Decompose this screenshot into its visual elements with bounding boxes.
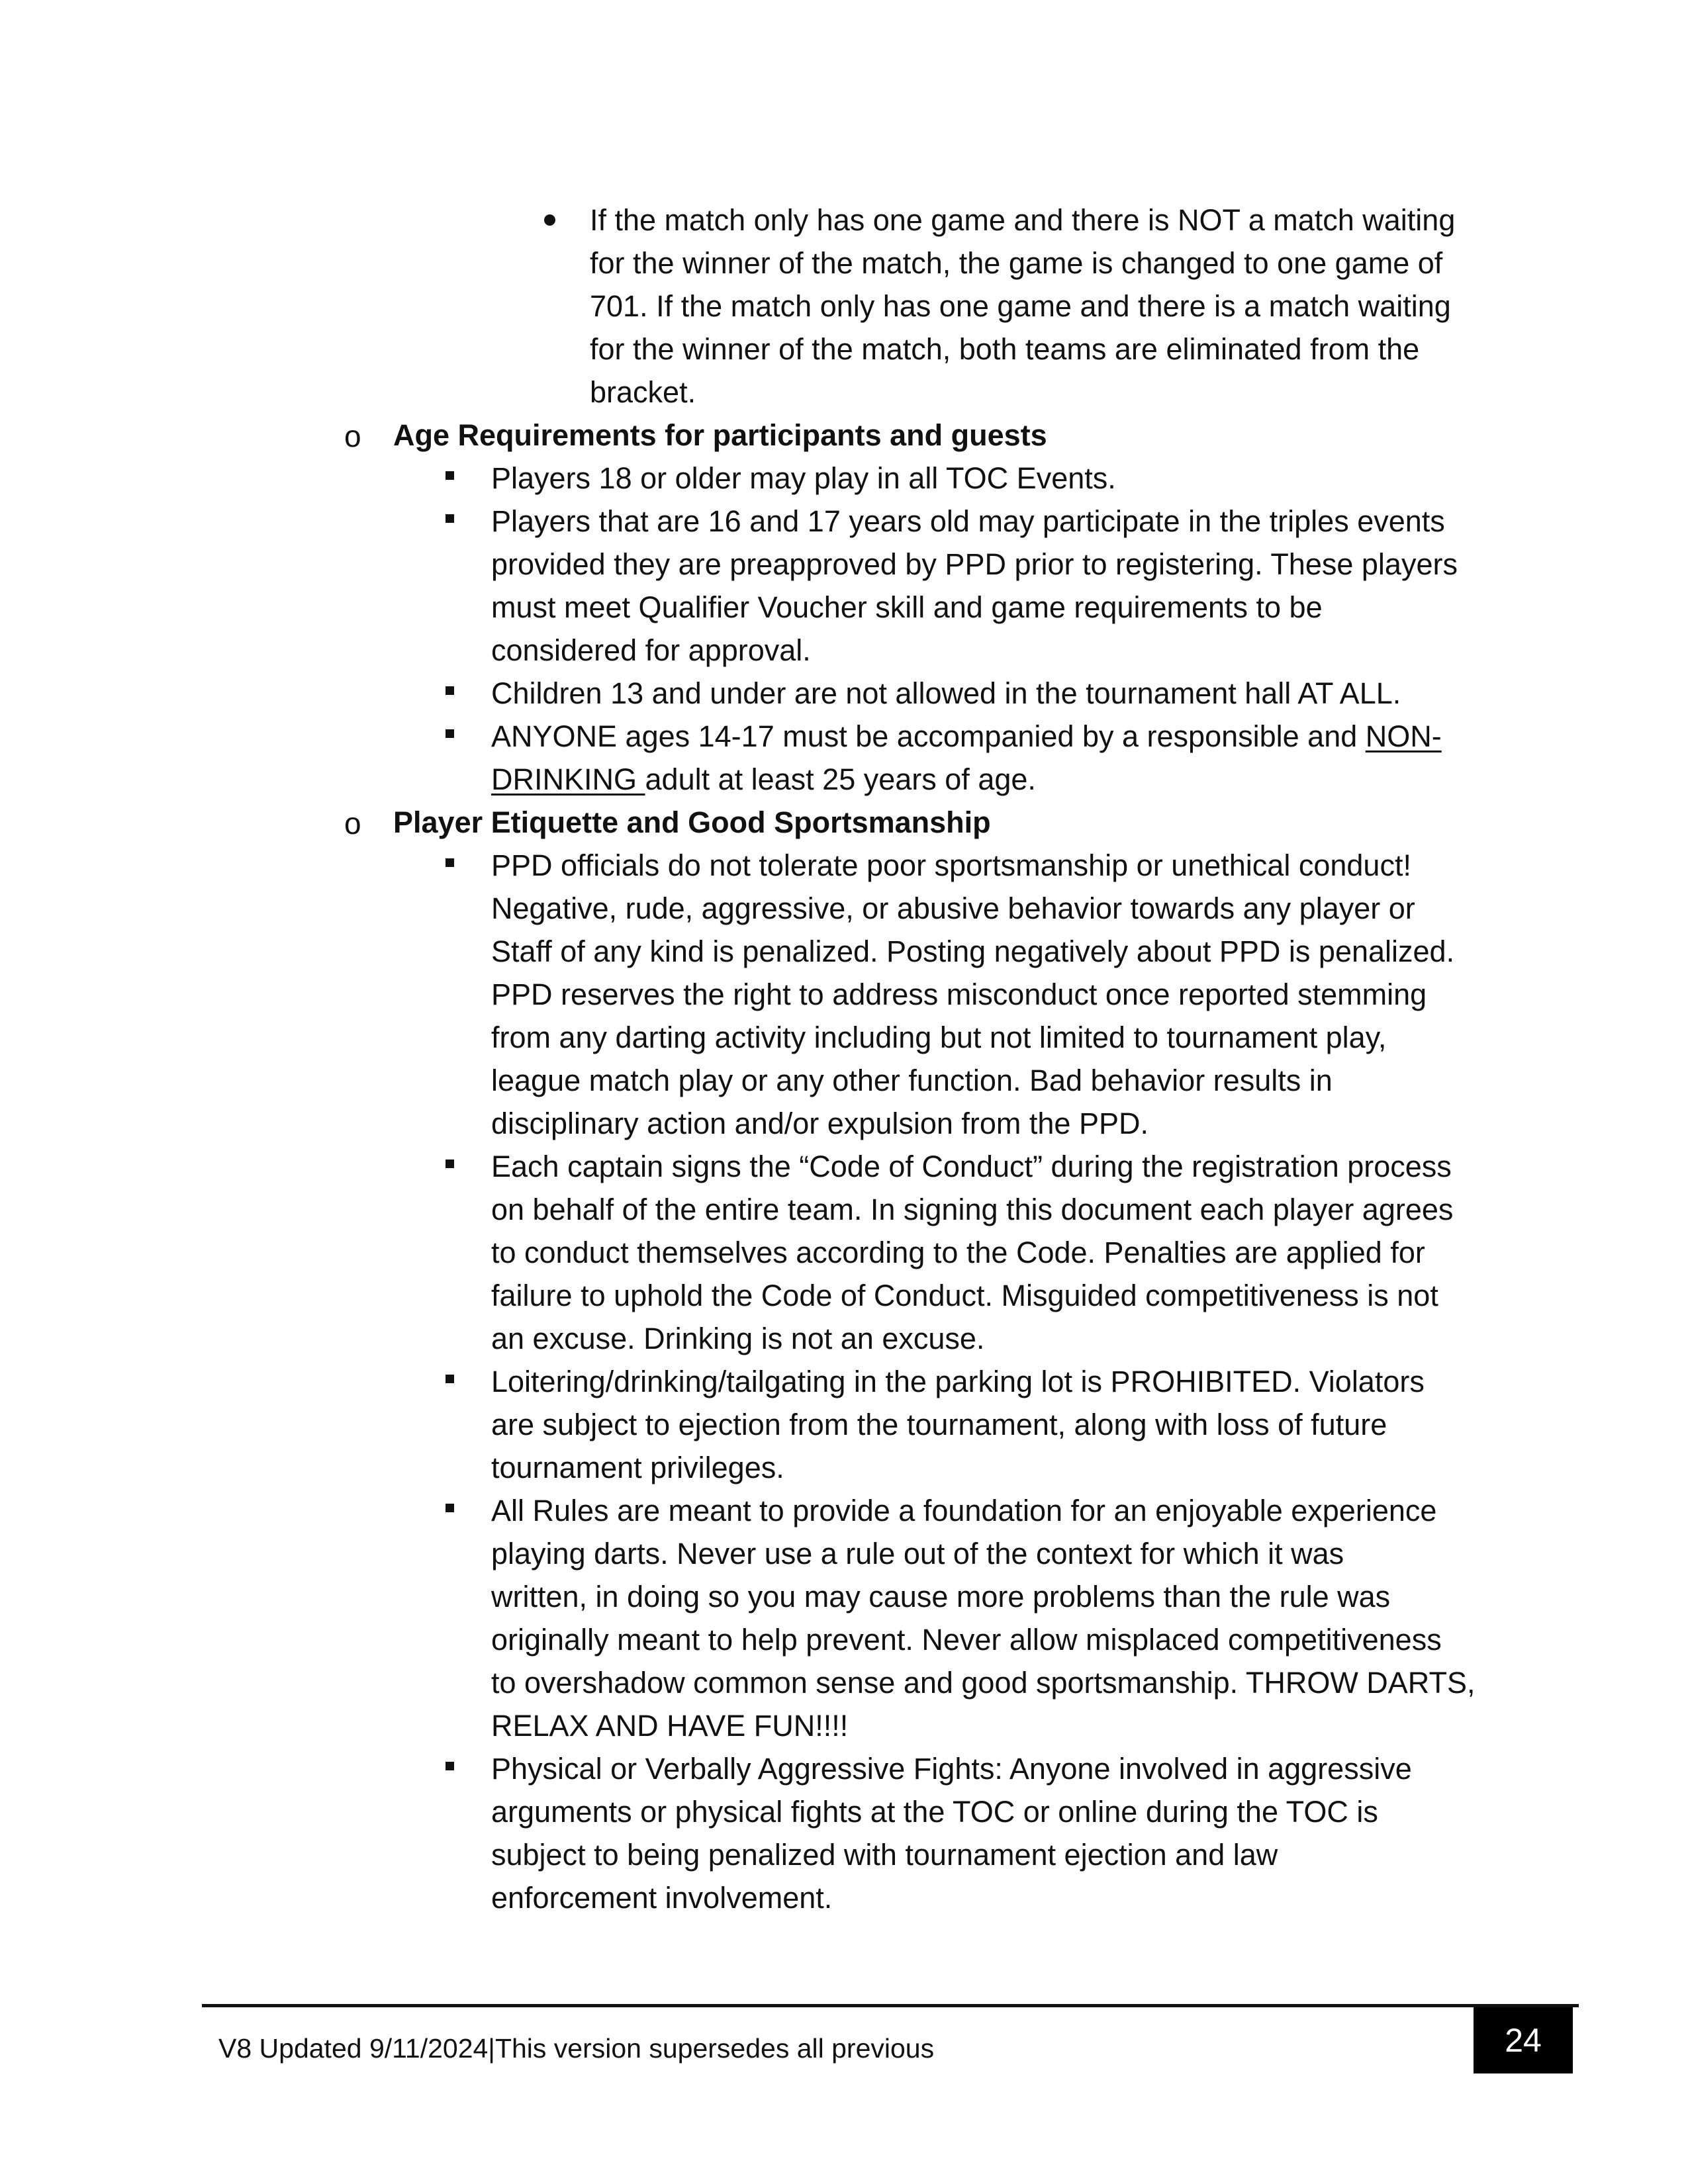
circle-bullet-icon: o xyxy=(344,806,361,841)
list-item-line: Staff of any kind is penalized. Posting negatively about PPD is penalized. xyxy=(491,934,1455,968)
sub-bullet-line: 701. If the match only has one game and there is a match waiting xyxy=(590,289,1451,323)
list-item-line: Negative, rude, aggressive, or abusive behavior towards any player or xyxy=(491,891,1415,925)
list-item-text: adult at least 25 years of age. xyxy=(645,762,1036,796)
list-item-line: Physical or Verbally Aggressive Fights: Anyone involved in aggressive xyxy=(491,1752,1412,1786)
square-bullet-icon xyxy=(445,858,454,867)
list-item-text: ANYONE ages 14-17 must be accompanied by a responsible and xyxy=(491,719,1366,753)
square-bullet-icon xyxy=(445,686,454,695)
list-item-line: enforcement involvement. xyxy=(491,1881,833,1915)
list-item-line: arguments or physical fights at the TOC or online during the TOC is xyxy=(491,1795,1378,1829)
list-item-line: are subject to ejection from the tournament, along with loss of future xyxy=(491,1408,1387,1441)
list-item-line: RELAX AND HAVE FUN!!!! xyxy=(491,1709,849,1743)
footer-version-text: V8 Updated 9/11/2024|This version supersedes all previous xyxy=(218,2033,935,2064)
list-item-line: must meet Qualifier Voucher skill and game requirements to be xyxy=(491,590,1323,624)
list-item-line: from any darting activity including but not limited to tournament play, xyxy=(491,1021,1387,1054)
list-item-line: Players that are 16 and 17 years old may participate in the triples events xyxy=(491,504,1445,538)
dot-bullet-icon xyxy=(544,214,555,226)
list-item-line: subject to being penalized with tournament ejection and law xyxy=(491,1838,1278,1872)
list-item-line xyxy=(491,758,1036,801)
square-bullet-icon xyxy=(445,1375,454,1383)
list-item-line: league match play or any other function. Bad behavior results in xyxy=(491,1064,1333,1097)
square-bullet-icon xyxy=(445,514,454,523)
list-item-line: an excuse. Drinking is not an excuse. xyxy=(491,1322,985,1355)
sub-bullet-line: bracket. xyxy=(590,375,696,409)
square-bullet-icon xyxy=(445,729,454,738)
sub-bullet-line: for the winner of the match, both teams are eliminated from the xyxy=(590,332,1420,366)
section-heading: Player Etiquette and Good Sportsmanship xyxy=(393,805,991,839)
list-item-line: playing darts. Never use a rule out of the context for which it was xyxy=(491,1537,1344,1570)
list-item-line: provided they are preapproved by PPD prior to registering. These players xyxy=(491,547,1458,581)
list-item-line: Loitering/drinking/tailgating in the parking lot is PROHIBITED. Violators xyxy=(491,1365,1425,1398)
list-item-line xyxy=(491,715,1442,758)
list-item-line: All Rules are meant to provide a foundation for an enjoyable experience xyxy=(491,1494,1437,1527)
list-item-line: Each captain signs the “Code of Conduct” during the registration process xyxy=(491,1150,1452,1183)
square-bullet-icon xyxy=(445,1160,454,1168)
list-item-line: tournament privileges. xyxy=(491,1451,784,1484)
list-item-line: on behalf of the entire team. In signing this document each player agrees xyxy=(491,1193,1454,1226)
footer-divider xyxy=(202,2004,1579,2007)
list-item-line: PPD officials do not tolerate poor sportsmanship or unethical conduct! xyxy=(491,848,1411,882)
list-item-line: to overshadow common sense and good sportsmanship. THROW DARTS, xyxy=(491,1666,1476,1700)
list-item-line: PPD reserves the right to address misconduct once reported stemming xyxy=(491,978,1427,1011)
sub-bullet-line: for the winner of the match, the game is changed to one game of xyxy=(590,246,1443,280)
list-item-line: Children 13 and under are not allowed in the tournament hall AT ALL. xyxy=(491,676,1401,710)
list-item-line: Players 18 or older may play in all TOC Events. xyxy=(491,461,1116,495)
square-bullet-icon xyxy=(445,471,454,480)
underlined-text: NON- xyxy=(1365,719,1442,753)
list-item-line: to conduct themselves according to the Code. Penalties are applied for xyxy=(491,1236,1425,1269)
list-item-line: originally meant to help prevent. Never allow misplaced competitiveness xyxy=(491,1623,1442,1657)
section-heading: Age Requirements for participants and guests xyxy=(393,418,1047,452)
sub-bullet-line: If the match only has one game and there is NOT a match waiting xyxy=(590,203,1456,237)
list-item-line: written, in doing so you may cause more problems than the rule was xyxy=(491,1580,1391,1614)
page-number: 24 xyxy=(1474,2007,1573,2073)
square-bullet-icon xyxy=(445,1504,454,1512)
list-item-line: failure to uphold the Code of Conduct. Misguided competitiveness is not xyxy=(491,1279,1438,1312)
circle-bullet-icon: o xyxy=(344,419,361,453)
list-item-line: considered for approval. xyxy=(491,633,811,667)
underlined-text: DRINKING xyxy=(491,762,645,796)
list-item-line: disciplinary action and/or expulsion from the PPD. xyxy=(491,1107,1149,1140)
square-bullet-icon xyxy=(445,1762,454,1770)
